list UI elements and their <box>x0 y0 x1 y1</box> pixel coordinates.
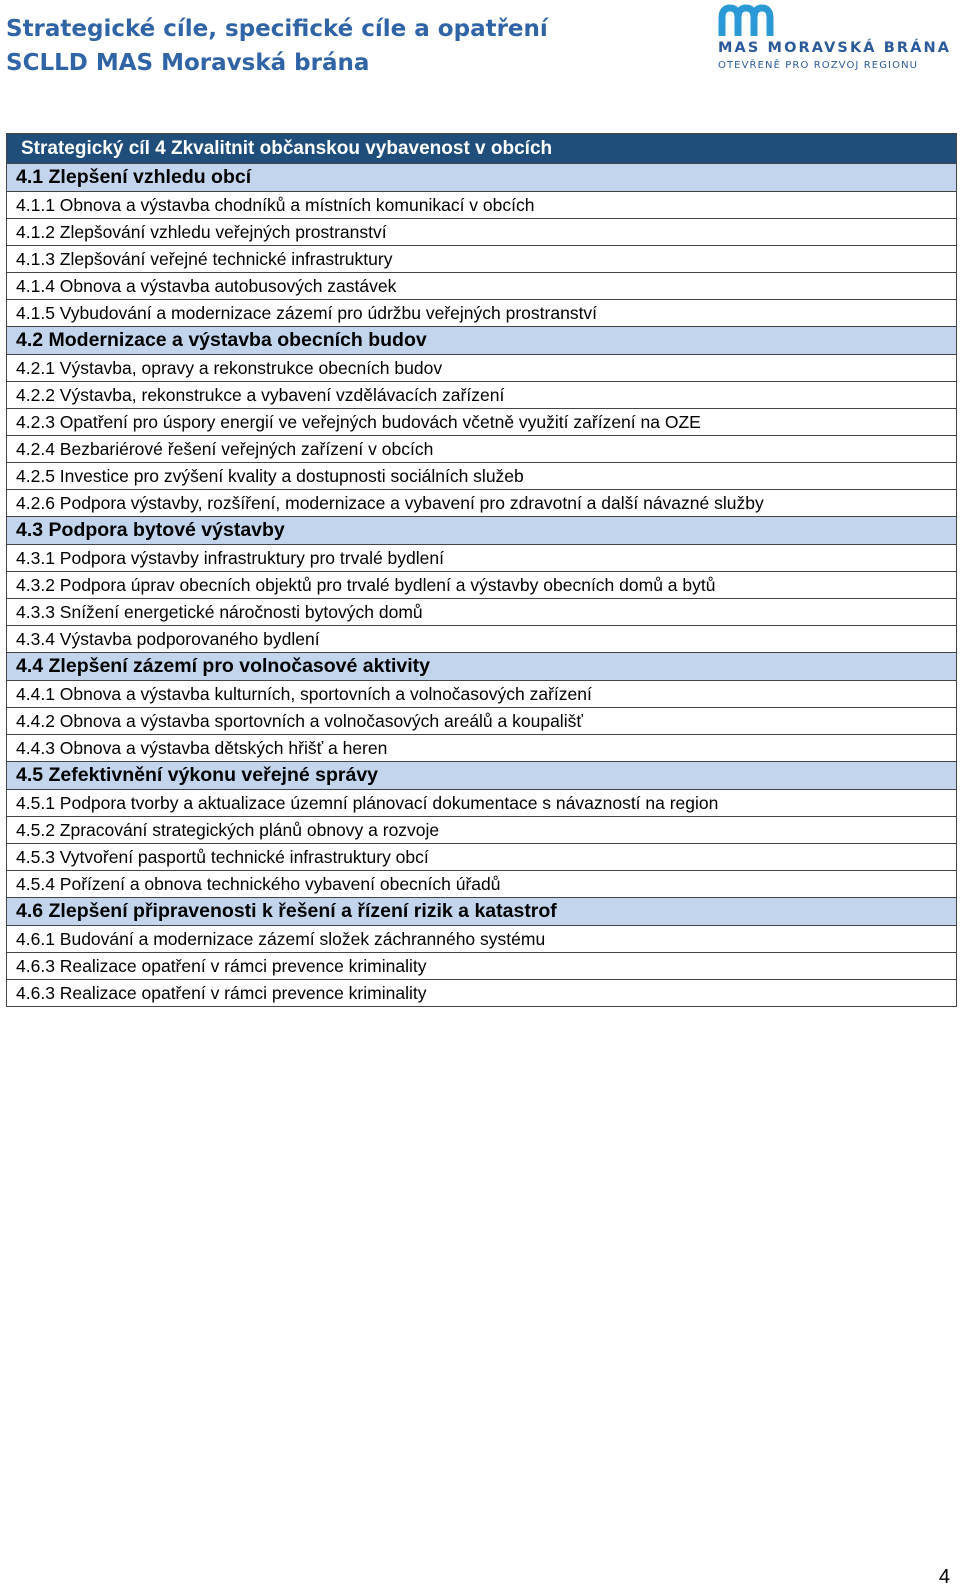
specific-goal-row: 4.3 Podpora bytové výstavby <box>6 517 957 545</box>
specific-goal-row: 4.5 Zefektivnění výkonu veřejné správy <box>6 762 957 790</box>
measure-row: 4.2.6 Podpora výstavby, rozšíření, modernizace a vybavení pro zdravotní a další návazné služby <box>6 490 957 517</box>
measure-row: 4.6.1 Budování a modernizace zázemí složek záchranného systému <box>6 926 957 953</box>
page-title <box>6 12 548 80</box>
specific-goal-row: 4.2 Modernizace a výstavba obecních budov <box>6 327 957 355</box>
measure-row: 4.2.5 Investice pro zvýšení kvality a dostupnosti sociálních služeb <box>6 463 957 490</box>
measure-row: 4.1.4 Obnova a výstavba autobusových zastávek <box>6 273 957 300</box>
measure-row: 4.3.2 Podpora úprav obecních objektů pro trvalé bydlení a výstavby obecních domů a bytů <box>6 572 957 599</box>
measure-row: 4.4.1 Obnova a výstavba kulturních, sportovních a volnočasových zařízení <box>6 681 957 708</box>
measure-row: 4.6.3 Realizace opatření v rámci prevence kriminality <box>6 980 957 1007</box>
measure-row: 4.5.2 Zpracování strategických plánů obnovy a rozvoje <box>6 817 957 844</box>
measure-row: 4.5.4 Pořízení a obnova technického vybavení obecních úřadů <box>6 871 957 898</box>
specific-goal-row: 4.4 Zlepšení zázemí pro volnočasové aktivity <box>6 653 957 681</box>
mas-logo-tagline: OTEVŘENĚ PRO ROZVOJ REGIONU <box>718 60 919 71</box>
measure-row: 4.3.1 Podpora výstavby infrastruktury pro trvalé bydlení <box>6 545 957 572</box>
specific-goal-row: 4.1 Zlepšení vzhledu obcí <box>6 164 957 192</box>
mas-logo-brand: MAS MORAVSKÁ BRÁNA <box>718 40 952 56</box>
mas-logo <box>718 4 958 74</box>
measure-row: 4.1.3 Zlepšování veřejné technické infrastruktury <box>6 246 957 273</box>
measure-row: 4.6.3 Realizace opatření v rámci prevence kriminality <box>6 953 957 980</box>
measure-row: 4.1.5 Vybudování a modernizace zázemí pro údržbu veřejných prostranství <box>6 300 957 327</box>
strategic-goals-table <box>6 133 957 1007</box>
measure-row: 4.3.4 Výstavba podporovaného bydlení <box>6 626 957 653</box>
page-title-line-1: Strategické cíle, specifické cíle a opatření <box>6 16 548 42</box>
page-title-line-2: SCLLD MAS Moravská brána <box>6 50 370 76</box>
specific-goal-row: 4.6 Zlepšení připravenosti k řešení a řízení rizik a katastrof <box>6 898 957 926</box>
measure-row: 4.4.3 Obnova a výstavba dětských hřišť a heren <box>6 735 957 762</box>
measure-row: 4.2.2 Výstavba, rekonstrukce a vybavení vzdělávacích zařízení <box>6 382 957 409</box>
measure-row: 4.3.3 Snížení energetické náročnosti bytových domů <box>6 599 957 626</box>
measure-row: 4.5.1 Podpora tvorby a aktualizace územní plánovací dokumentace s návazností na region <box>6 790 957 817</box>
measure-row: 4.5.3 Vytvoření pasportů technické infrastruktury obcí <box>6 844 957 871</box>
measure-row: 4.4.2 Obnova a výstavba sportovních a volnočasových areálů a koupališť <box>6 708 957 735</box>
strategic-goal-row: Strategický cíl 4 Zkvalitnit občanskou vybavenost v obcích <box>6 134 957 164</box>
measure-row: 4.2.3 Opatření pro úspory energií ve veřejných budovách včetně využití zařízení na OZE <box>6 409 957 436</box>
measure-row: 4.2.4 Bezbariérové řešení veřejných zařízení v obcích <box>6 436 957 463</box>
measure-row: 4.1.2 Zlepšování vzhledu veřejných prostranství <box>6 219 957 246</box>
mas-logo-mark-icon <box>718 4 778 38</box>
measure-row: 4.1.1 Obnova a výstavba chodníků a místních komunikací v obcích <box>6 192 957 219</box>
measure-row: 4.2.1 Výstavba, opravy a rekonstrukce obecních budov <box>6 355 957 382</box>
page-number: 4 <box>938 1566 950 1588</box>
